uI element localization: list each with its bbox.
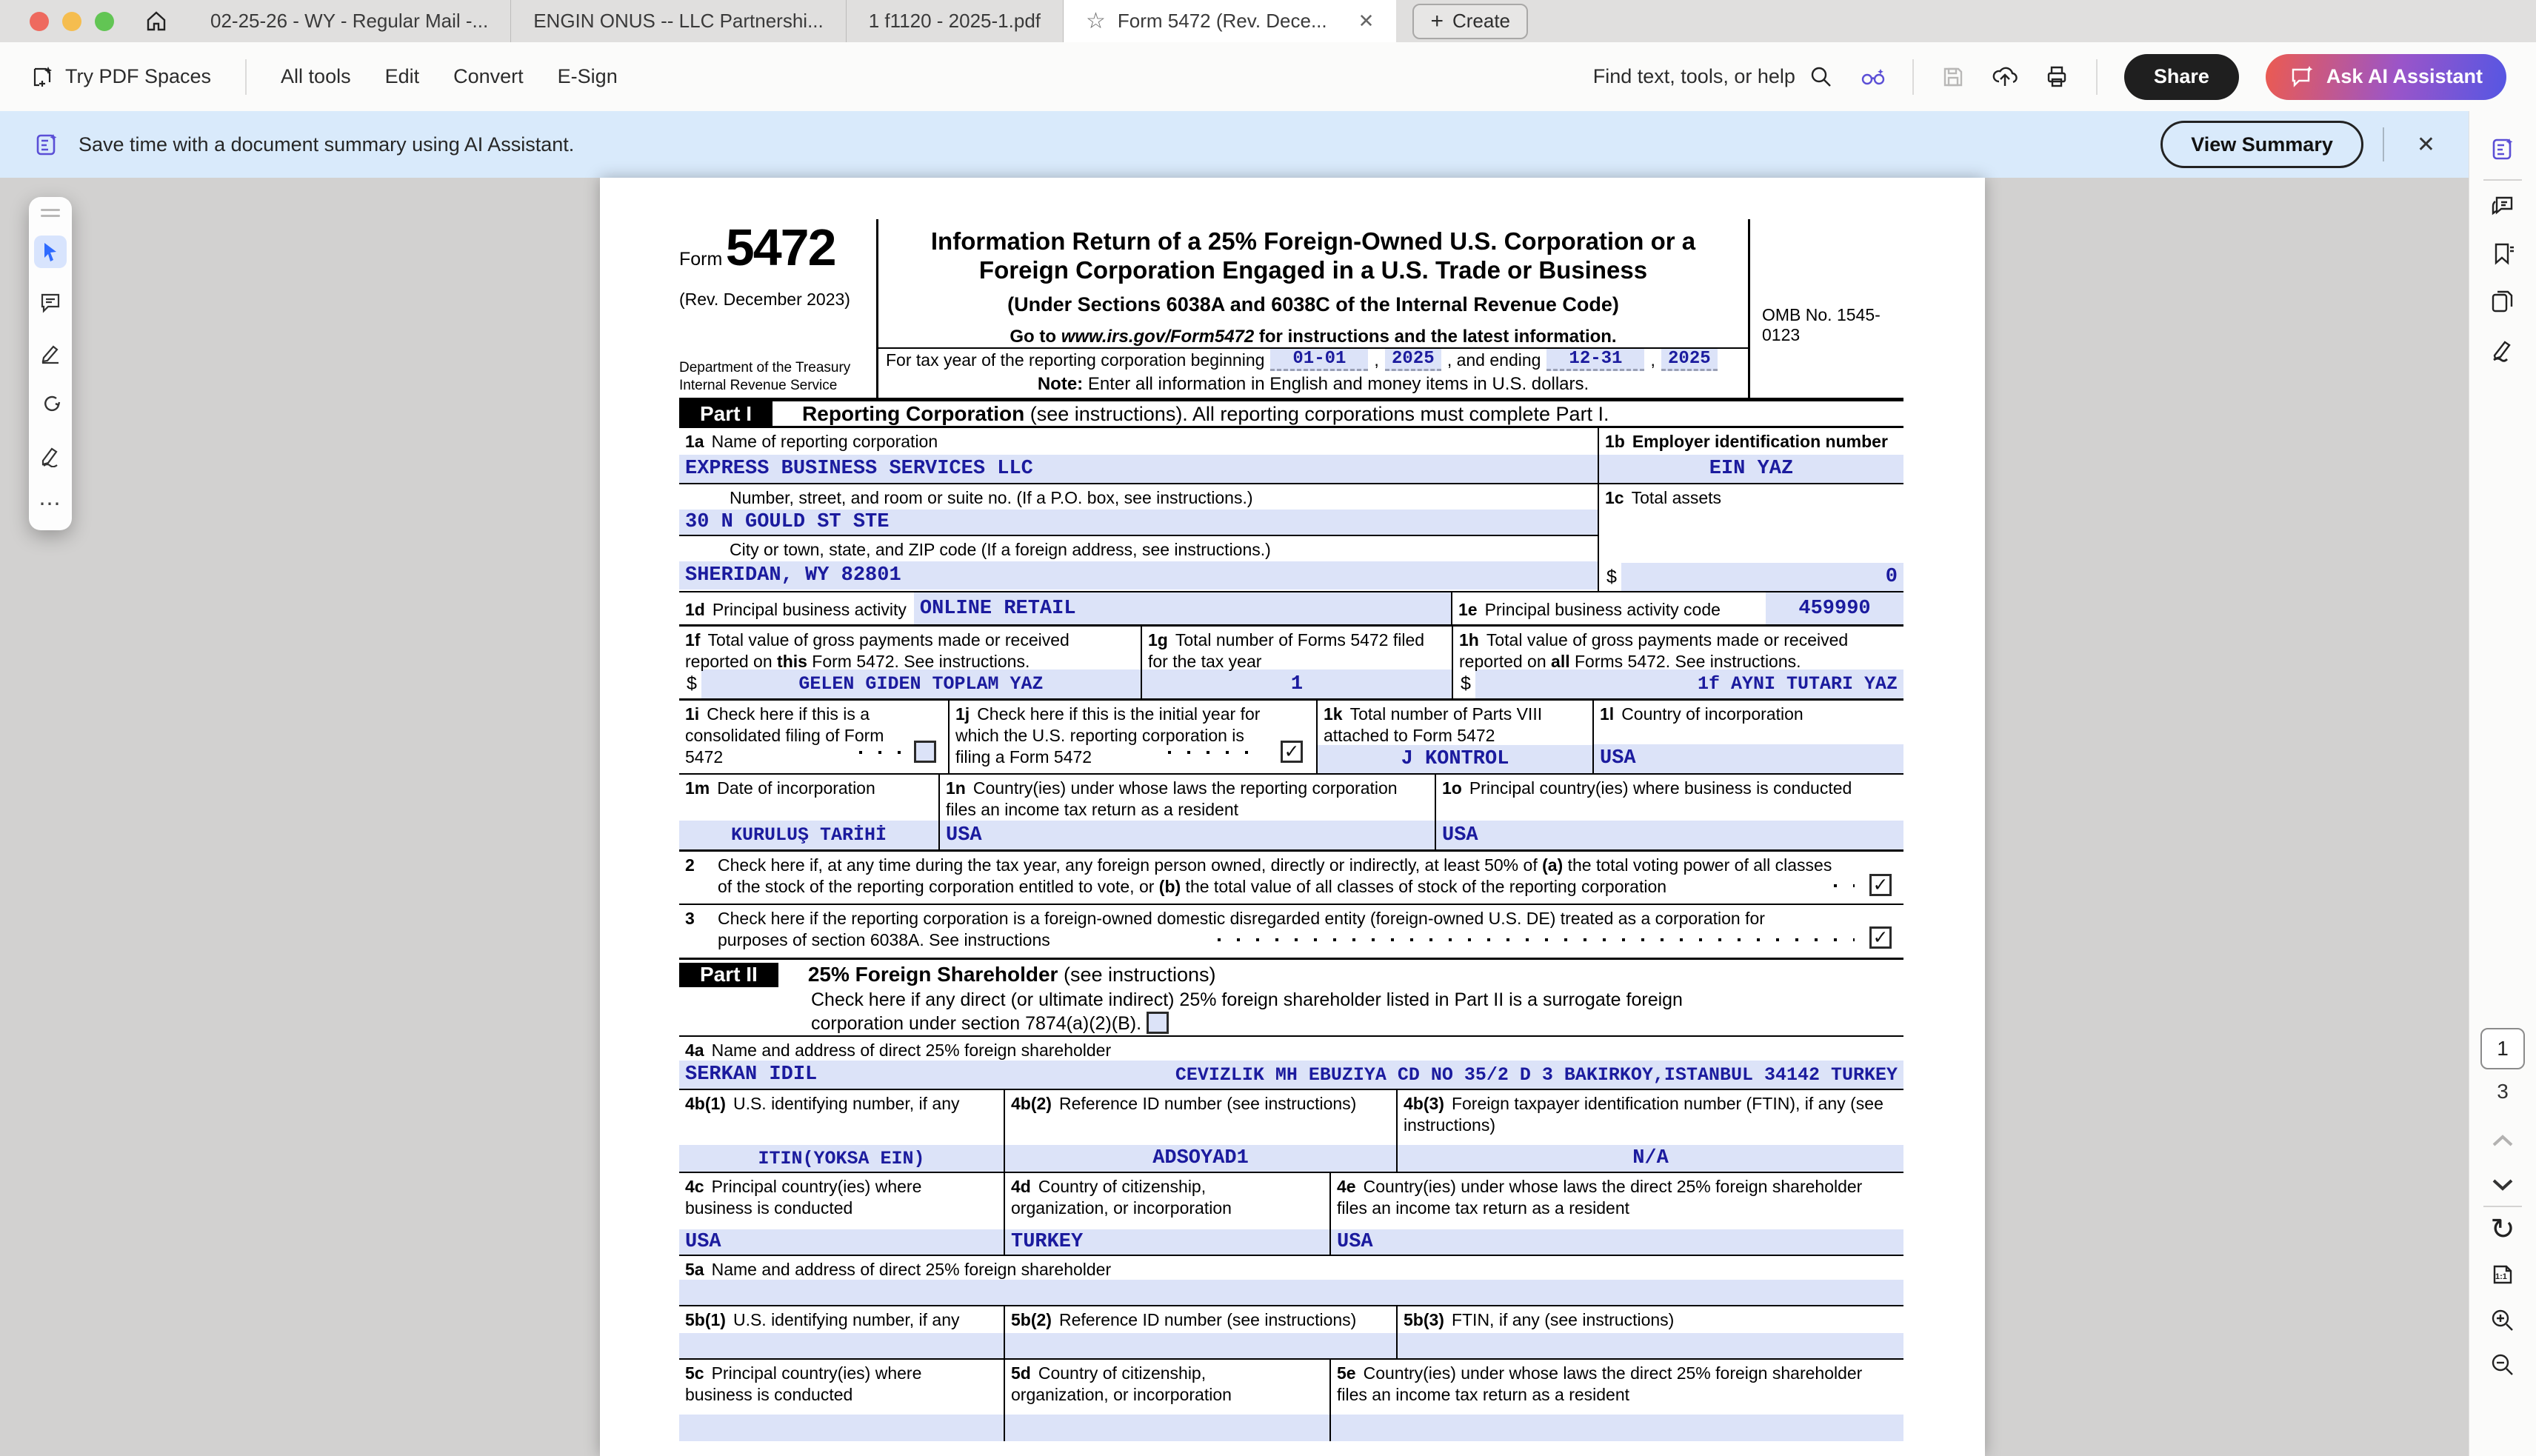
field-5a-shareholder[interactable] — [679, 1280, 1903, 1306]
form-number: 5472 — [725, 218, 835, 276]
label-1c: Total assets — [1631, 488, 1722, 507]
label-1i: Check here if this is a consolidated filing of Form 5472 — [685, 704, 884, 767]
close-window-button[interactable] — [30, 12, 49, 31]
right-tool-rail — [2469, 111, 2536, 1456]
row-4cde-values — [679, 1229, 1903, 1256]
label-4b3: Foreign taxpayer identification number (FTIN), if any (see instructions) — [1404, 1094, 1883, 1135]
print-icon[interactable] — [2044, 64, 2069, 90]
previous-page-icon[interactable] — [2490, 1133, 2515, 1153]
comments-panel-icon[interactable] — [2490, 194, 2515, 219]
field-4c-business-country[interactable]: USA — [679, 1229, 1004, 1255]
row-5a-label: 5a Name and address of direct 25% foreign shareholder — [685, 1260, 1112, 1279]
checkbox-surrogate[interactable] — [1147, 1012, 1169, 1034]
label-5c: Principal country(ies) where business is conducted — [685, 1363, 922, 1404]
form-goto-line: Go to www.irs.gov/Form5472 for instructions and the latest information. — [1010, 327, 1617, 347]
row-1i-1l: 1i Check here if this is a consolidated filing of Form 5472 1j Check here if this is the initial year for which the U.S. reporting corporation is filing a Form 5472 ✓ 1k Total number of Parts VIII attached to Form 5472 J KONTROL 1l Country of incorporation USA — [679, 701, 1903, 775]
ai-summary-doc-icon — [34, 132, 59, 157]
label-street: Number, street, and room or suite no. (If a P.O. box, see instructions.) — [730, 488, 1253, 507]
row-4a-label: 4a Name and address of direct 25% foreign shareholder — [685, 1041, 1112, 1060]
dollar-sign-1c: $ — [1606, 566, 1617, 587]
label-3: Check here if the reporting corporation is a foreign-owned domestic disregarded entity (foreign-owned U.S. DE) treated as a corporation for purposes of section 6038A. See instructions ✓ — [712, 905, 1903, 958]
pdf-spaces-icon — [30, 64, 55, 90]
shareholder-name: SERKAN IDIL — [685, 1063, 818, 1086]
view-summary-button[interactable]: View Summary — [2160, 121, 2363, 168]
field-5b1-us-id[interactable] — [679, 1333, 1004, 1358]
label-1b: Employer identification number — [1632, 432, 1888, 451]
label-1a: Name of reporting corporation — [711, 432, 938, 451]
label-1m: Date of incorporation — [717, 778, 875, 798]
label-4b2: Reference ID number (see instructions) — [1058, 1094, 1357, 1113]
checkbox-3[interactable]: ✓ — [1869, 926, 1892, 949]
rail-divider — [2483, 179, 2522, 181]
field-1e-activity-code[interactable]: 459990 — [1766, 592, 1903, 624]
star-icon[interactable]: ☆ — [1086, 8, 1106, 33]
part1-tag: Part I — [679, 401, 773, 426]
row-5cde-labels: 5c Principal country(ies) where business is conducted 5d Country of citizenship, organization, or incorporation 5e Country(ies) under whose laws the direct 25% foreign shareholder files an income tax return as a resident — [679, 1360, 1903, 1415]
ai-assistant-glasses-icon[interactable] — [1861, 64, 1886, 90]
row-3: 3 Check here if the reporting corporation is a foreign-owned domestic disregarded entity (foreign-owned U.S. DE) treated as a corporation for purposes of section 6038A. See instructions ✓ — [679, 905, 1903, 960]
label-4c: Principal country(ies) where business is conducted — [685, 1177, 922, 1218]
highlight-tool-button[interactable] — [34, 338, 67, 370]
part1-header: Part I Reporting Corporation (see instructions). All reporting corporations must complete Part I. — [679, 401, 1903, 428]
app-toolbar — [0, 42, 2536, 111]
field-1h-all-gross-payments[interactable]: 1f AYNI TUTARI YAZ — [1475, 669, 1903, 698]
edit-menu[interactable]: Edit — [384, 65, 420, 87]
form-header — [679, 219, 1903, 401]
dollar-sign-1f: $ — [687, 673, 697, 694]
tax-year-end-year-field[interactable]: 2025 — [1661, 349, 1718, 371]
shareholder-address: CEVIZLIK MH EBUZIYA CD NO 35/2 D 3 BAKIRKOY,ISTANBUL 34142 TURKEY — [1175, 1063, 1898, 1086]
maximize-window-button[interactable] — [95, 12, 114, 31]
form-revision: (Rev. December 2023) — [679, 290, 850, 309]
label-1f: Total value of gross payments made or received reported on this Form 5472. See instructions. — [685, 630, 1070, 671]
plus-icon: + — [1430, 8, 1444, 33]
find-input[interactable]: Find text, tools, or help — [1593, 64, 1834, 90]
draw-tool-button[interactable] — [34, 389, 67, 421]
label-4b1: U.S. identifying number, if any — [733, 1094, 960, 1113]
next-page-icon[interactable] — [2490, 1176, 2515, 1196]
label-1e: Principal business activity code — [1484, 600, 1721, 619]
field-5d-citizenship[interactable] — [1004, 1415, 1329, 1441]
field-4b3-ftin[interactable]: N/A — [1396, 1145, 1903, 1172]
label-1j: Check here if this is the initial year for which the U.S. reporting corporation is filing a Form 5472 — [955, 704, 1261, 767]
sign-tool-button[interactable] — [34, 440, 67, 472]
form-word: Form — [679, 249, 723, 270]
tab-form-5472-active[interactable]: ☆ Form 5472 (Rev. Dece... ✕ — [1064, 0, 1396, 42]
toolbar-divider — [245, 59, 247, 95]
field-4b2-reference-id[interactable]: ADSOYAD1 — [1004, 1145, 1396, 1172]
select-tool-button[interactable] — [34, 236, 67, 268]
field-1k-parts-viii[interactable]: J KONTROL — [1318, 745, 1592, 773]
tab-regular-mail[interactable]: 02-25-26 - WY - Regular Mail -... — [188, 0, 511, 42]
label-4a: Name and address of direct 25% foreign shareholder — [711, 1041, 1112, 1060]
row-1d-1e: 1d Principal business activity ONLINE RETAIL 1e Principal business activity code 459990 — [679, 592, 1903, 627]
field-1b-ein[interactable]: EIN YAZ — [1599, 455, 1903, 484]
part2-tag: Part II — [679, 963, 778, 987]
tax-year-line: For tax year of the reporting corporation beginning 01-01 , 2025 , and ending 12-31 , 2025 — [878, 347, 1748, 371]
pdf-page — [600, 178, 1985, 1456]
upload-cloud-icon[interactable] — [1992, 64, 2018, 90]
ai-assistant-panel-icon[interactable] — [2490, 136, 2515, 161]
tax-year-begin-year-field[interactable]: 2025 — [1385, 349, 1441, 371]
more-tools-button[interactable]: ⋯ — [39, 492, 62, 516]
form-note: Note: Enter all information in English and money items in U.S. dollars. — [1037, 374, 1589, 394]
omb-number: OMB No. 1545-0123 — [1762, 305, 1881, 344]
field-1c-total-assets[interactable]: 0 — [1621, 563, 1903, 591]
label-1d: Principal business activity — [712, 600, 907, 619]
pages-panel-icon[interactable] — [2490, 289, 2515, 314]
row-4b-values — [679, 1145, 1903, 1173]
actual-size-icon[interactable] — [2490, 1260, 2515, 1286]
field-4e-tax-resident-country[interactable]: USA — [1329, 1229, 1903, 1255]
window-controls — [30, 12, 114, 31]
label-2: Check here if, at any time during the tax year, any foreign person owned, directly or indirectly, at least 50% of (a) the total voting power of all classes of the stock of the reporting corporation entitled to vote, or (b) the total value of all classes of stock of the reporting corporation ✓ — [712, 852, 1903, 904]
convert-menu[interactable]: Convert — [453, 65, 524, 87]
all-tools-menu[interactable]: All tools — [281, 65, 351, 87]
field-city[interactable]: SHERIDAN, WY 82801 — [679, 561, 1598, 590]
field-1l-country[interactable]: USA — [1594, 744, 1903, 773]
banner-message: Save time with a document summary using AI Assistant. — [79, 133, 575, 156]
dollar-sign-1h: $ — [1461, 673, 1471, 694]
label-1g: Total number of Forms 5472 filed for the tax year — [1148, 630, 1425, 671]
banner-divider — [2383, 127, 2384, 161]
browser-tab-bar — [0, 0, 2536, 42]
row-5b-values — [679, 1333, 1903, 1360]
toolbar-divider — [1912, 59, 1914, 95]
row-4b-labels: 4b(1) U.S. identifying number, if any 4b(2) Reference ID number (see instructions) 4b(3) Foreign taxpayer identification number (FTIN), if any (see instructions) — [679, 1090, 1903, 1145]
checkbox-2[interactable]: ✓ — [1869, 874, 1892, 896]
esign-menu[interactable]: E-Sign — [557, 65, 618, 87]
toolbar-drag-handle[interactable] — [41, 209, 60, 217]
part2-header: Part II 25% Foreign Shareholder (see instructions) — [679, 961, 1903, 988]
label-5b1: U.S. identifying number, if any — [733, 1310, 960, 1329]
field-4b1-us-id[interactable]: ITIN(YOKSA EIN) — [679, 1145, 1004, 1172]
label-4e: Country(ies) under whose laws the direct 25% foreign shareholder files an income tax return as a resident — [1337, 1177, 1863, 1218]
field-1f-gross-payments[interactable]: GELEN GIDEN TOPLAM YAZ — [701, 669, 1141, 698]
try-pdf-spaces-button[interactable]: Try PDF Spaces — [30, 64, 211, 90]
form-subtitle: (Under Sections 6038A and 6038C of the Internal Revenue Code) — [1007, 293, 1619, 315]
tax-year-end-date-field[interactable]: 12-31 — [1546, 349, 1644, 371]
field-street[interactable]: 30 N GOULD ST STE — [679, 510, 1598, 536]
close-tab-icon[interactable]: ✕ — [1358, 10, 1375, 32]
checkbox-1j[interactable]: ✓ — [1281, 741, 1303, 763]
label-5b3: FTIN, if any (see instructions) — [1451, 1310, 1675, 1329]
toolbar-divider — [2096, 59, 2098, 95]
label-5d: Country of citizenship, organization, or incorporation — [1011, 1363, 1232, 1404]
row-1m-1o: 1m Date of incorporation KURULUŞ TARİHİ 1n Country(ies) under whose laws the reporting corporation files an income tax return as a resident USA 1o Principal country(ies) where business is conducted USA — [679, 775, 1903, 852]
quick-tools-toolbar — [29, 197, 72, 530]
field-5e-tax-resident-country[interactable] — [1329, 1415, 1903, 1441]
svg-text:1:1: 1:1 — [2495, 1272, 2507, 1281]
checkbox-1i[interactable] — [914, 741, 936, 763]
label-1l: Country of incorporation — [1621, 704, 1803, 724]
row-5cde-values — [679, 1415, 1903, 1441]
ai-chat-icon — [2289, 64, 2315, 90]
label-5a: Name and address of direct 25% foreign shareholder — [711, 1260, 1112, 1279]
irs-url: www.irs.gov/Form5472 — [1061, 327, 1255, 347]
department-lines: Department of the Treasury Internal Revenue Service — [679, 360, 851, 393]
label-5e: Country(ies) under whose laws the direct 25% foreign shareholder files an income tax return as a resident — [1337, 1363, 1863, 1404]
bookmarks-panel-icon[interactable] — [2490, 241, 2515, 267]
create-tab-button[interactable]: + Create — [1412, 4, 1528, 39]
field-5b2-reference-id[interactable] — [1004, 1333, 1396, 1358]
label-1n: Country(ies) under whose laws the reporting corporation files an income tax return as a resident — [946, 778, 1398, 819]
field-4d-citizenship[interactable]: TURKEY — [1004, 1229, 1329, 1255]
ask-ai-assistant-button[interactable]: Ask AI Assistant — [2266, 54, 2506, 100]
label-1h: Total value of gross payments made or received reported on all Forms 5472. See instructions. — [1459, 630, 1849, 671]
comment-tool-button[interactable] — [34, 287, 67, 319]
tab-f1120[interactable]: 1 f1120 - 2025-1.pdf — [847, 0, 1064, 42]
field-1m-incorporation-date[interactable]: KURULUŞ TARİHİ — [679, 821, 938, 849]
label-city: City or town, state, and ZIP code (If a foreign address, see instructions.) — [730, 540, 1271, 559]
rail-divider — [2483, 1206, 2522, 1207]
search-icon — [1809, 64, 1834, 90]
signature-panel-icon[interactable] — [2490, 338, 2515, 363]
zoom-in-icon[interactable] — [2490, 1308, 2515, 1333]
field-1o-business-country[interactable]: USA — [1436, 821, 1903, 849]
row-1f-1h: 1f Total value of gross payments made or received reported on this Form 5472. See instructions. $ GELEN GIDEN TOPLAM YAZ 1g Total number of Forms 5472 filed for the tax year 1 1h Total value of gross payments made or received reported on all Forms 5472. See instructions. $ 1f AYNI TUTARI YAZ — [679, 627, 1903, 701]
form-title: Information Return of a 25% Foreign-Owned U.S. Corporation or a Foreign Corporation Engaged in a U.S. Trade or Business — [930, 227, 1696, 284]
minimize-window-button[interactable] — [62, 12, 81, 31]
label-1k: Total number of Parts VIII attached to Form 5472 — [1324, 704, 1543, 745]
rotate-page-icon[interactable]: ↻ — [2490, 1213, 2515, 1246]
field-1n-tax-resident-country[interactable]: USA — [940, 821, 1435, 849]
field-5b3-ftin[interactable] — [1396, 1333, 1903, 1358]
tab-llc-partnership[interactable]: ENGIN ONUS -- LLC Partnershi... — [511, 0, 847, 42]
share-button[interactable]: Share — [2124, 54, 2239, 100]
part2-surrogate-text: Check here if any direct (or ultimate indirect) 25% foreign shareholder listed in Part II is a surrogate foreign corporation under section 7874(a)(2)(B). — [679, 988, 1903, 1037]
row-1a-1c: 1a Name of reporting corporation EXPRESS BUSINESS SERVICES LLC Number, street, and room or suite no. (If a P.O. box, see instructions.) 30 N GOULD ST STE City or town, state, and ZIP code (If a foreign address, see instructions.) SHERIDAN, WY 82801 1b Employer identification number EIN YAZ 1c Total assets $ 0 — [679, 428, 1903, 592]
field-1d-activity[interactable]: ONLINE RETAIL — [914, 592, 1451, 624]
home-icon[interactable] — [144, 9, 169, 34]
tax-year-begin-date-field[interactable]: 01-01 — [1270, 349, 1368, 371]
banner-close-icon[interactable]: ✕ — [2416, 132, 2435, 157]
label-5b2: Reference ID number (see instructions) — [1058, 1310, 1357, 1329]
row-2: 2 Check here if, at any time during the tax year, any foreign person owned, directly or indirectly, at least 50% of (a) the total voting power of all classes of the stock of the reporting corporation entitled to vote, or (b) the total value of all classes of stock of the reporting corporation ✓ — [679, 852, 1903, 905]
zoom-out-icon[interactable] — [2490, 1352, 2515, 1377]
page-number-input[interactable]: 1 — [2480, 1028, 2525, 1069]
label-4d: Country of citizenship, organization, or incorporation — [1011, 1177, 1232, 1218]
page-total-label: 3 — [2497, 1080, 2509, 1103]
row-4cde-labels: 4c Principal country(ies) where business is conducted 4d Country of citizenship, organization, or incorporation 4e Country(ies) under whose laws the direct 25% foreign shareholder files an income tax return as a resident — [679, 1173, 1903, 1229]
field-1g-forms-count[interactable]: 1 — [1142, 669, 1452, 698]
label-1o: Principal country(ies) where business is conducted — [1469, 778, 1852, 798]
field-4a-shareholder[interactable] — [679, 1061, 1903, 1090]
field-1a-name[interactable]: EXPRESS BUSINESS SERVICES LLC — [679, 455, 1598, 484]
ai-summary-banner — [0, 111, 2469, 178]
row-5b-labels: 5b(1) U.S. identifying number, if any 5b(2) Reference ID number (see instructions) 5b(3) FTIN, if any (see instructions) — [679, 1306, 1903, 1333]
field-5c-business-country[interactable] — [679, 1415, 1004, 1441]
save-icon — [1941, 64, 1966, 90]
